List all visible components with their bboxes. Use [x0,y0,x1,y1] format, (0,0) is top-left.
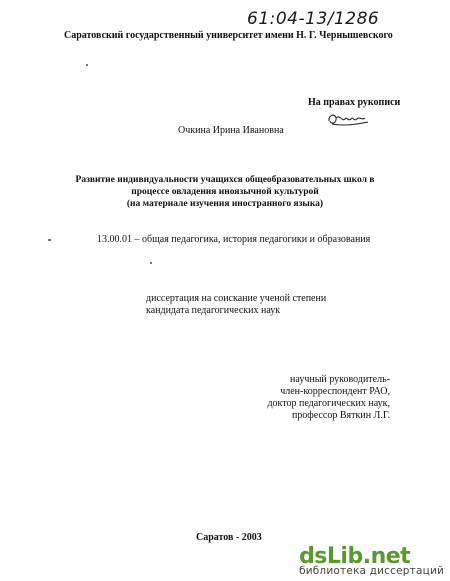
thesis-title-line-3: (на материале изучения иностранного языка) [126,199,324,209]
thesis-title-line-2: процессе овладения иноязычной культурой [131,187,319,197]
dslib-watermark[interactable] [299,544,444,577]
watermark-subtitle: библиотека диссертаций [299,565,444,577]
thesis-title-line-1: Развитие индивидуальности учащихся общеобразовательных школ в [75,175,375,185]
supervisor-line-2: член-корреспондент РАО, [280,386,390,397]
specialty-code: 13.00.01 – общая педагогика, история педагогики и образования [97,234,371,245]
handwritten-catalog-number: 61:04-13/1286 [247,9,380,29]
university-name: Саратовский государственный университет имени Н. Г. Чернышевского [64,30,393,41]
scan-speck [86,64,88,66]
signature-image [326,110,372,128]
degree-line-1: диссертация на соискание ученой степени [146,293,327,304]
scan-speck [48,239,51,241]
scan-speck [150,262,152,264]
place-and-year: Саратов - 2003 [196,532,262,543]
rights-label: На правах рукописи [308,97,401,108]
author-name: Очкина Ирина Ивановна [178,125,284,136]
logo-main: dsLib [299,544,363,569]
logo-tld: .net [362,544,411,569]
degree-line-2: кандидата педагогических наук [146,305,281,316]
supervisor-line-4: профессор Вяткин Л.Г. [291,410,390,421]
supervisor-line-3: доктор педагогических наук, [267,398,390,409]
supervisor-line-1: научный руководитель- [290,374,390,385]
